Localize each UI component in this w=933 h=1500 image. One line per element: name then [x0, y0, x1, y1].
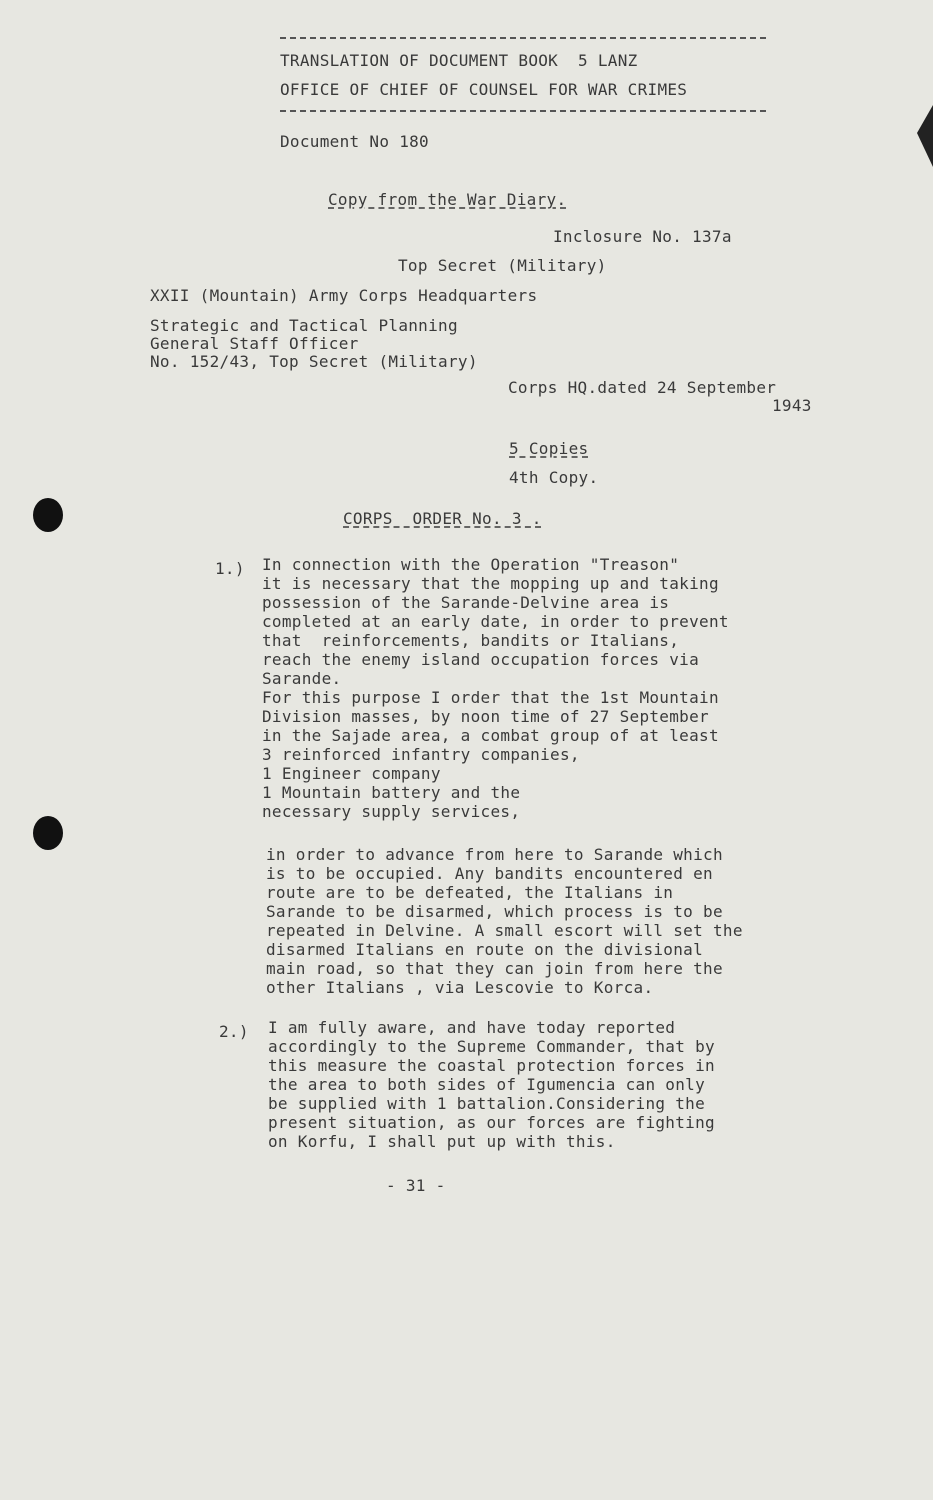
paragraph-line: 1 Mountain battery and the: [262, 783, 521, 802]
header-rule-bottom: [280, 110, 766, 112]
paragraph-line: main road, so that they can join from here the: [266, 959, 723, 978]
paragraph-2-number: 2.): [219, 1022, 249, 1041]
paragraph-line: possession of the Sarande-Delvine area is: [262, 593, 670, 612]
header-line-2: OFFICE OF CHIEF OF COUNSEL FOR WAR CRIMES: [280, 80, 688, 99]
paragraph-line: other Italians , via Lescovie to Korca.: [266, 978, 654, 997]
sender-line-3: No. 152/43, Top Secret (Military): [150, 352, 478, 371]
paragraph-line: In connection with the Operation "Treason": [262, 555, 680, 574]
paragraph-line: I am fully aware, and have today reported: [268, 1018, 676, 1037]
paragraph-line: is to be occupied. Any bandits encountered en: [266, 864, 713, 883]
paragraph-1-number: 1.): [215, 559, 245, 578]
paragraph-1: [262, 555, 729, 821]
paragraph-2: [268, 1018, 715, 1151]
punch-hole-top: [33, 498, 63, 532]
page-number: - 31 -: [386, 1176, 446, 1195]
paragraph-line: on Korfu, I shall put up with this.: [268, 1132, 616, 1151]
paragraph-line: the area to both sides of Igumencia can only: [268, 1075, 706, 1094]
document-number: Document No 180: [280, 132, 429, 151]
date-line-2: 1943: [772, 396, 812, 415]
paragraph-line: that reinforcements, bandits or Italians,: [262, 631, 680, 650]
copy-title: Copy from the War Diary.: [328, 190, 567, 209]
paragraph-line: Division masses, by noon time of 27 September: [262, 707, 709, 726]
classification: Top Secret (Military): [398, 256, 607, 275]
paragraph-line: in order to advance from here to Sarande which: [266, 845, 723, 864]
paragraph-line: 3 reinforced infantry companies,: [262, 745, 580, 764]
sender-hq: XXII (Mountain) Army Corps Headquarters: [150, 286, 538, 305]
paragraph-1-continued: [266, 845, 743, 997]
paragraph-line: necessary supply services,: [262, 802, 521, 821]
paragraph-line: it is necessary that the mopping up and taking: [262, 574, 719, 593]
paragraph-line: route are to be defeated, the Italians in: [266, 883, 674, 902]
sender-line-2: General Staff Officer: [150, 334, 359, 353]
copy-number: 4th Copy.: [509, 468, 599, 487]
header-line-1: TRANSLATION OF DOCUMENT BOOK 5 LANZ: [280, 51, 638, 70]
paragraph-line: For this purpose I order that the 1st Mountain: [262, 688, 719, 707]
paragraph-line: be supplied with 1 battalion.Considering the: [268, 1094, 706, 1113]
paragraph-line: disarmed Italians en route on the divisional: [266, 940, 704, 959]
sender-line-1: Strategic and Tactical Planning: [150, 316, 458, 335]
paragraph-line: accordingly to the Supreme Commander, that by: [268, 1037, 715, 1056]
inclosure-number: Inclosure No. 137a: [553, 227, 732, 246]
paragraph-line: completed at an early date, in order to prevent: [262, 612, 729, 631]
copies-count: 5 Copies: [509, 439, 589, 458]
paragraph-line: 1 Engineer company: [262, 764, 441, 783]
paragraph-line: Sarande.: [262, 669, 342, 688]
paragraph-line: repeated in Delvine. A small escort will set the: [266, 921, 743, 940]
date-line-1: Corps HQ.dated 24 September: [508, 378, 777, 397]
paragraph-line: Sarande to be disarmed, which process is to be: [266, 902, 723, 921]
order-title: CORPS ORDER No. 3 .: [343, 509, 542, 528]
header-rule-top: [280, 37, 766, 39]
page-edge-tab: [917, 105, 933, 167]
paragraph-line: present situation, as our forces are fighting: [268, 1113, 715, 1132]
punch-hole-bottom: [33, 816, 63, 850]
paragraph-line: this measure the coastal protection forces in: [268, 1056, 715, 1075]
paragraph-line: reach the enemy island occupation forces via: [262, 650, 700, 669]
paragraph-line: in the Sajade area, a combat group of at least: [262, 726, 719, 745]
